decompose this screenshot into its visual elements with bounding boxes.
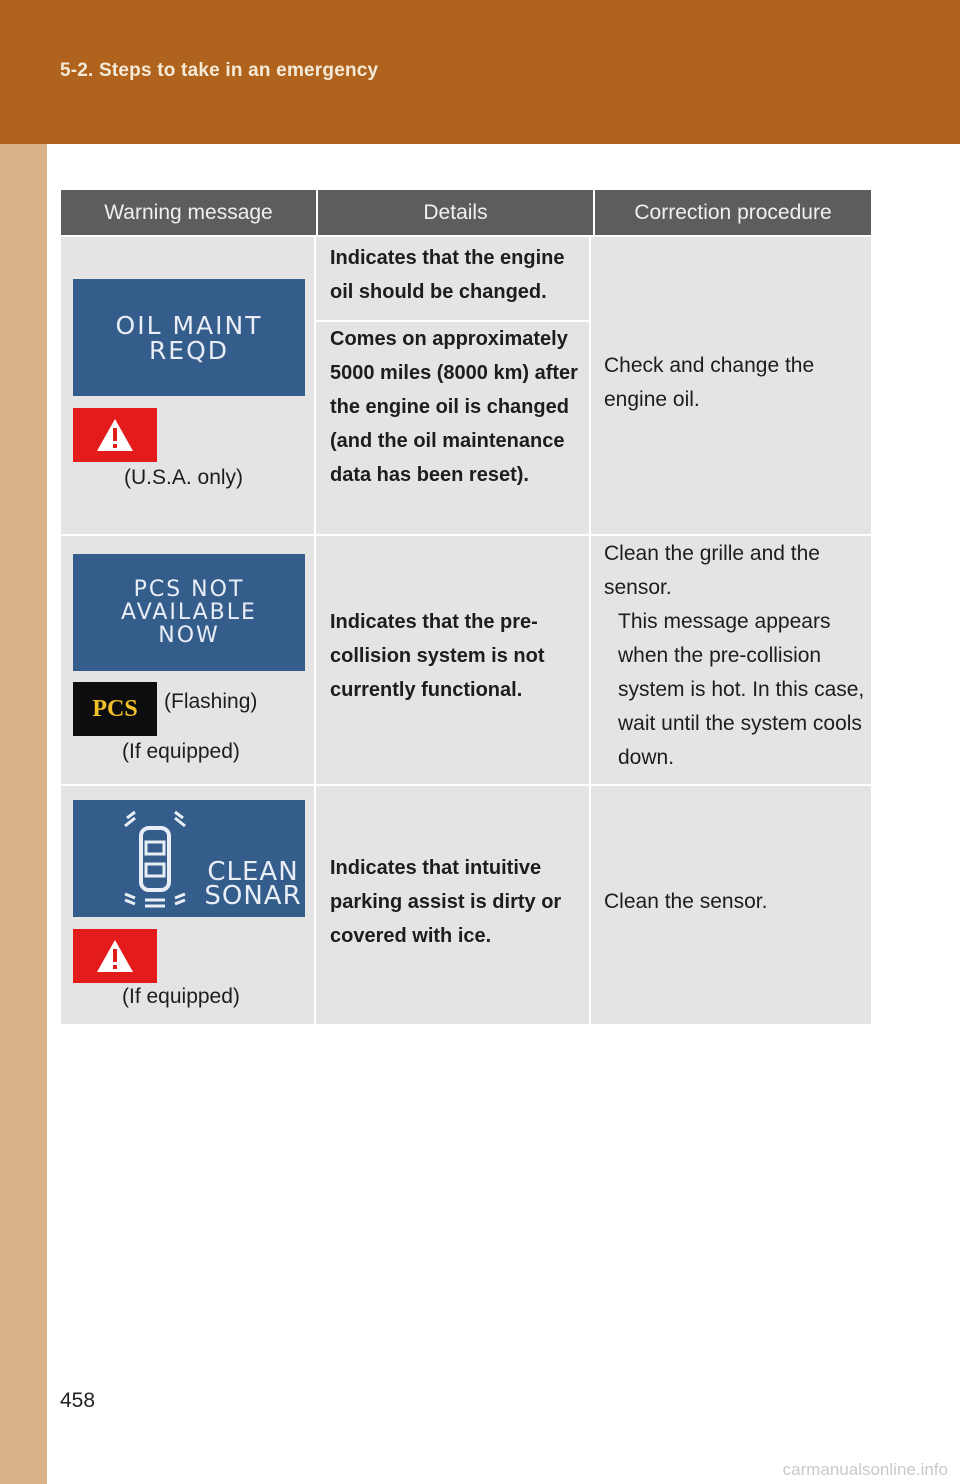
availability-caption: (If equipped) (122, 740, 240, 763)
details-text: Indicates that intuitive parking assist is dirty or covered with ice. (330, 857, 562, 947)
pcs-display (73, 554, 305, 671)
sonar-display-text (203, 857, 303, 911)
watermark: carmanualsonline.info (782, 1460, 948, 1479)
display-line: OIL MAINT (115, 310, 263, 340)
master-warning-indicator (73, 929, 157, 983)
column-header-details: Details (318, 190, 595, 235)
clean-sonar-display (73, 800, 305, 917)
warning-cell (61, 536, 316, 784)
correction-cell (591, 237, 867, 534)
table-row (61, 235, 871, 534)
column-header-warning: Warning message (61, 190, 318, 235)
warning-cell (61, 237, 316, 534)
page-header (0, 0, 960, 144)
section-title: 5-2. Steps to take in an emergency (60, 60, 379, 81)
display-line: AVAILABLE (121, 600, 257, 625)
column-header-correction: Correction procedure (634, 200, 832, 224)
details-text: Indicates that the engine oil should be changed. (330, 247, 565, 303)
display-line: PCS NOT (133, 577, 245, 602)
side-tab-strip (0, 144, 47, 1484)
master-warning-indicator (73, 408, 157, 462)
availability-caption: (If equipped) (122, 985, 240, 1008)
availability-caption: (U.S.A. only) (124, 466, 244, 489)
warning-table (61, 190, 871, 1024)
correction-note: This message appears when the pre-collision system is hot. In this case, wait until the system cools down. (618, 610, 865, 769)
details-cell (316, 786, 591, 1024)
parking-sensor-icon (121, 808, 189, 908)
details-cell (316, 237, 591, 534)
correction-text: Check and change the engine oil. (604, 354, 815, 411)
table-row (61, 784, 871, 1024)
table-row (61, 534, 871, 784)
details-text: Comes on approximately 5000 miles (8000 km) after the engine oil is changed (and the oil maintenance data has been reset). (330, 328, 578, 486)
page-number: 458 (60, 1389, 96, 1412)
pcs-indicator: PCS (73, 682, 157, 736)
details-cell (316, 536, 591, 784)
display-line: CLEAN (207, 857, 299, 887)
warning-triangle-icon (95, 417, 135, 453)
indicator-note: (Flashing) (164, 690, 258, 713)
correction-cell (591, 536, 867, 784)
display-line: SONAR (204, 881, 302, 911)
correction-text: Clean the grille and the sensor. (604, 542, 820, 599)
oil-maint-display (73, 279, 305, 396)
table-header (61, 190, 871, 235)
correction-cell (591, 786, 867, 1024)
display-line: NOW (158, 623, 220, 648)
details-text: Indicates that the pre-collision system is not currently functional. (330, 611, 545, 701)
warning-cell (61, 786, 316, 1024)
display-line: REQD (148, 335, 230, 365)
warning-triangle-icon (95, 938, 135, 974)
correction-text: Clean the sensor. (604, 890, 768, 913)
